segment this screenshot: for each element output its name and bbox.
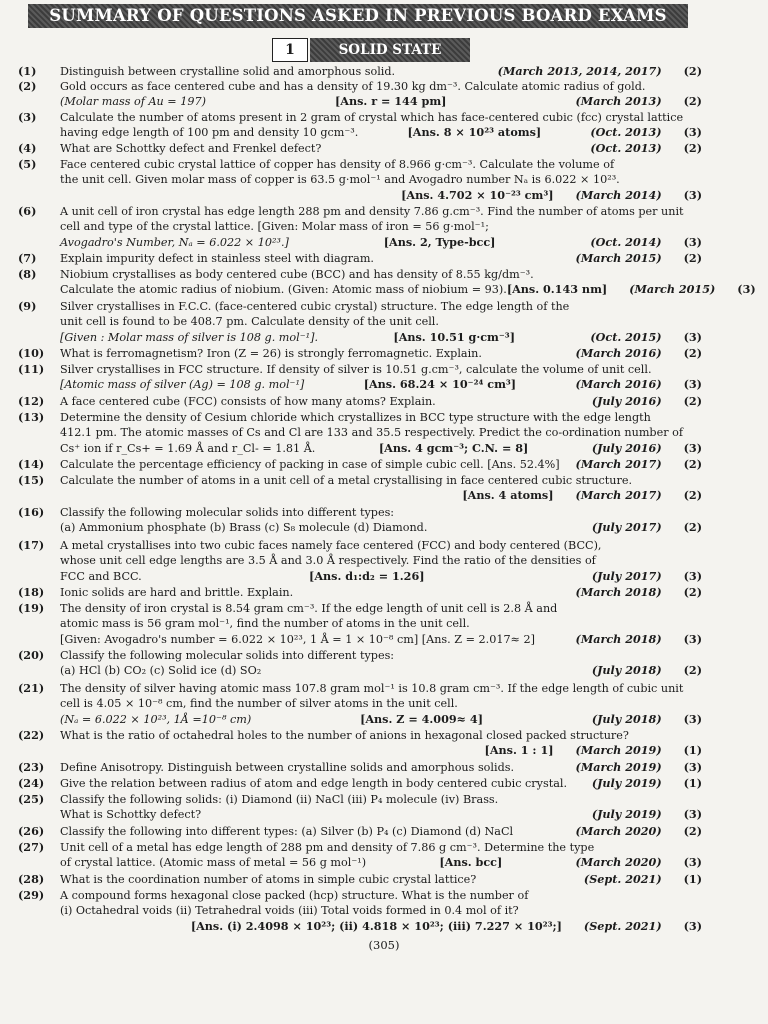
question-number: (10) [18,346,45,360]
question-number: (14) [18,457,45,471]
question-text: What is Schottky defect? [60,808,202,822]
answer: [Ans. 68.24 × 10⁻²⁴ cm³] [363,377,517,392]
answer: [Ans. 4.702 × 10⁻²³ cm³] [401,187,554,202]
exam-reference: (March 2019) [575,760,662,774]
marks: (1) [683,743,702,758]
question-text: The density of iron crystal is 8.54 gram cm⁻³. If the edge length of unit cell is 2.8 Å and [60,602,558,615]
exam-reference: (July 2018) [591,711,662,726]
answer: [Ans. 4 gcm⁻³; C.N. = 8] [378,440,529,455]
exam-reference: (Sept. 2021) [583,872,662,886]
question-text: Unit cell of a metal has edge length of 288 pm and density of 7.86 g cm⁻³. Determine the type [60,841,595,854]
marks: (3) [683,377,702,392]
question-20 [18,648,702,679]
question-text: Ionic solids are hard and brittle. Explain. [60,586,294,599]
question-text: The density of silver having atomic mass 107.8 gram mol⁻¹ is 10.8 gram cm⁻³. If the edge length of cubic unit [60,682,684,695]
answer: [Ans. (i) 2.4098 × 10²³; (ii) 4.818 × 10²³; (iii) 7.227 × 10²³;] [190,918,562,933]
question-text: Classify the following solids: (i) Diamond (ii) NaCl (iii) P₄ molecule (iv) Brass. [60,793,499,806]
question-number: (4) [18,141,37,155]
marks: (2) [683,141,702,155]
question-18 [18,585,702,600]
question-number: (23) [18,760,45,774]
question-number: (21) [18,681,45,695]
question-text: Distinguish between crystalline solid and amorphous solid. [60,65,396,78]
marks: (2) [683,94,702,109]
marks: (3) [737,282,756,297]
marks: (2) [683,394,702,408]
exam-reference: (March 2016) [575,377,662,392]
question-text: Avogadro's Number, Nₐ = 6.022 × 10²³.] [60,235,289,249]
question-11 [18,362,702,393]
marks: (3) [683,440,702,455]
question-7 [18,251,702,266]
question-text: Gold occurs as face centered cube and has a density of 19.30 kg dm⁻³. Calculate atomic radius of gold. [60,80,646,93]
question-text: Cs⁺ ion if r_Cs+ = 1.69 Å and r_Cl- = 1.81 Å. [60,441,316,455]
exam-reference: (July 2016) [591,394,662,408]
question-text: A metal crystallises into two cubic faces namely face centered (FCC) and body centered (BCC), [60,539,602,552]
marks: (2) [683,663,702,678]
question-14 [18,457,702,472]
question-text: of crystal lattice. (Atomic mass of metal = 56 g mol⁻¹) [60,856,367,870]
question-text: Give the relation between radius of atom and edge length in body centered cubic crystal. [60,777,568,790]
question-number: (11) [18,362,45,376]
exam-reference: (July 2019) [591,776,662,790]
question-number: (17) [18,538,45,552]
question-text: Face centered cubic crystal lattice of copper has density of 8.966 g·cm⁻³. Calculate the volume of [60,158,615,171]
question-text: (a) Ammonium phosphate (b) Brass (c) S₈ molecule (d) Diamond. [60,521,428,535]
question-text: Niobium crystallises as body centered cube (BCC) and has density of 8.55 kg/dm⁻³. [60,268,534,281]
question-27 [18,840,702,871]
question-number: (6) [18,204,37,218]
question-8 [18,267,756,298]
exam-reference: (March 2017) [575,457,662,471]
exam-reference: (March 2013) [575,94,662,109]
question-text: Silver crystallises in FCC structure. If density of silver is 10.51 g.cm⁻³, calculate the volume of unit cell. [60,363,652,376]
question-number: (12) [18,394,45,408]
exam-reference: (March 2015) [629,282,716,297]
question-number: (19) [18,601,45,615]
page-number: (305) [368,938,400,952]
question-number: (13) [18,410,45,424]
question-text: A unit cell of iron crystal has edge length 288 pm and density 7.86 g.cm⁻³. Find the number of atoms per unit [60,205,684,218]
question-4 [18,141,702,156]
question-number: (27) [18,840,45,854]
question-text: Explain impurity defect in stainless steel with diagram. [60,252,374,265]
question-text: Calculate the number of atoms in a unit cell of a metal crystallising in face centered cubic structure. [60,474,633,487]
chapter-heading [272,38,470,62]
question-text: What is the ratio of octahedral holes to the number of anions in hexagonal closed packed structure? [60,729,629,742]
page-header-banner: SUMMARY OF QUESTIONS ASKED IN PREVIOUS BOARD EXAMS [28,4,688,28]
exam-reference: (March 2019) [575,743,662,758]
question-text: cell and type of the crystal lattice. [Given: Molar mass of iron = 56 g·mol⁻¹; [60,220,489,234]
question-2 [18,79,702,110]
question-number: (18) [18,585,45,599]
exam-reference: (March 2013, 2014, 2017) [497,64,662,78]
answer: [Ans. d₁:d₂ = 1.26] [309,568,425,583]
marks: (3) [683,711,702,726]
marks: (3) [683,631,702,646]
question-text: Silver crystallises in F.C.C. (face-centered cubic crystal) structure. The edge length of the [60,300,570,313]
marks: (3) [683,568,702,583]
question-12 [18,394,702,409]
question-21 [18,681,702,727]
question-19 [18,601,702,647]
chapter-title: SOLID STATE [310,38,470,62]
question-text: [Given: Avogadro's number = 6.022 × 10²³, 1 Å = 1 × 10⁻⁸ cm] [Ans. Z = 2.017≈ 2] [60,632,535,646]
question-text: the unit cell. Given molar mass of copper is 63.5 g·mol⁻¹ and Avogadro number Nₐ is 6.022 × 10²³. [60,173,620,187]
question-text: (Molar mass of Au = 197) [60,95,206,109]
question-28 [18,872,702,887]
question-number: (2) [18,79,37,93]
question-15 [18,473,702,504]
question-6 [18,204,702,250]
question-text: cell is 4.05 × 10⁻⁸ cm, find the number of silver atoms in the unit cell. [60,697,458,711]
answer: [Ans. 1 : 1] [484,743,554,758]
question-17 [18,538,702,584]
question-text: Calculate the percentage efficiency of packing in case of simple cubic cell. [Ans. 52.4%] [60,458,560,471]
answer: [Ans. 4 atoms] [462,488,554,503]
question-number: (3) [18,110,37,124]
question-13 [18,410,702,456]
question-9 [18,299,702,345]
question-number: (8) [18,267,37,281]
exam-reference: (July 2017) [591,568,662,583]
question-text: A face centered cube (FCC) consists of how many atoms? Explain. [60,395,436,408]
question-5 [18,157,702,203]
question-number: (25) [18,792,45,806]
question-number: (15) [18,473,45,487]
question-29 [18,888,702,934]
marks: (3) [683,918,702,933]
exam-reference: (March 2014) [575,187,662,202]
exam-reference: (March 2020) [575,855,662,870]
marks: (2) [683,64,702,78]
marks: (2) [683,824,702,838]
question-text: What are Schottky defect and Frenkel defect? [60,142,322,155]
answer: [Ans. 2, Type-bcc] [383,234,496,249]
marks: (3) [683,187,702,202]
exam-reference: (March 2017) [575,488,662,503]
question-1 [18,64,702,79]
question-10 [18,346,702,361]
answer: [Ans. 8 × 10²³ atoms] [407,125,542,140]
marks: (2) [683,520,702,535]
exam-reference: (March 2018) [575,631,662,646]
marks: (2) [683,346,702,360]
marks: (3) [683,855,702,870]
question-number: (24) [18,776,45,790]
exam-reference: (March 2020) [575,824,662,838]
exam-reference: (Oct. 2013) [590,125,662,140]
marks: (3) [683,807,702,822]
question-25 [18,792,702,823]
question-text: Determine the density of Cesium chloride which crystallizes in BCC type structure with the edge length [60,411,651,424]
exam-reference: (Oct. 2013) [590,141,662,155]
exam-reference: (Sept. 2021) [583,918,662,933]
question-22 [18,728,702,759]
exam-reference: (Oct. 2015) [590,329,662,344]
question-text: [Given : Molar mass of silver is 108 g. mol⁻¹]. [60,330,319,344]
question-text: (a) HCl (b) CO₂ (c) Solid ice (d) SO₂ [60,664,262,678]
question-text: What is ferromagnetism? Iron (Z = 26) is strongly ferromagnetic. Explain. [60,347,482,360]
question-text: What is the coordination number of atoms in simple cubic crystal lattice? [60,873,477,886]
question-number: (28) [18,872,45,886]
question-number: (1) [18,64,37,78]
marks: (3) [683,234,702,249]
question-number: (5) [18,157,37,171]
question-16 [18,505,702,536]
exam-reference: (July 2019) [591,807,662,822]
question-number: (9) [18,299,37,313]
chapter-number: 1 [272,38,308,62]
question-text: (Nₐ = 6.022 × 10²³, 1Å =10⁻⁸ cm) [60,712,252,726]
marks: (1) [683,872,702,886]
answer: [Ans. 10.51 g·cm⁻³] [393,329,515,344]
question-text: (i) Octahedral voids (ii) Tetrahedral voids (iii) Total voids formed in 0.4 mol of it? [60,904,519,918]
question-text: A compound forms hexagonal close packed (hcp) structure. What is the number of [60,889,529,902]
marks: (3) [683,760,702,774]
question-text: atomic mass is 56 gram mol⁻¹, find the number of atoms in the unit cell. [60,617,470,631]
marks: (3) [683,329,702,344]
exam-reference: (July 2018) [591,663,662,678]
marks: (2) [683,585,702,599]
marks: (3) [683,125,702,140]
exam-reference: (March 2016) [575,346,662,360]
question-text: Classify the following molecular solids into different types: [60,506,395,519]
question-number: (26) [18,824,45,838]
answer: [Ans. bcc] [439,855,503,870]
question-text: Classify the following molecular solids into different types: [60,649,395,662]
question-number: (29) [18,888,45,902]
question-text: Define Anisotropy. Distinguish between crystalline solids and amorphous solids. [60,761,515,774]
marks: (1) [683,776,702,790]
answer: [Ans. 0.143 nm] [506,282,608,297]
question-text: Calculate the number of atoms present in 2 gram of crystal which has face-centered cubic (fcc) crystal lattice [60,111,684,124]
answer: [Ans. r = 144 pm] [335,94,447,109]
question-23 [18,760,702,775]
exam-reference: (March 2015) [575,251,662,265]
question-text: [Atomic mass of silver (Ag) = 108 g. mol⁻¹] [60,378,305,392]
question-text: unit cell is found to be 408.7 pm. Calculate density of the unit cell. [60,315,439,329]
marks: (2) [683,457,702,471]
exam-reference: (July 2016) [591,440,662,455]
question-text: whose unit cell edge lengths are 3.5 Å and 3.0 Å respectively. Find the ratio of the densities of [60,554,596,568]
question-number: (16) [18,505,45,519]
question-text: 412.1 pm. The atomic masses of Cs and Cl are 133 and 35.5 respectively. Predict the co-ordination number of [60,426,683,440]
exam-reference: (March 2018) [575,585,662,599]
question-number: (22) [18,728,45,742]
exam-reference: (Oct. 2014) [590,234,662,249]
question-24 [18,776,702,791]
exam-reference: (July 2017) [591,520,662,535]
question-26 [18,824,702,839]
answer: [Ans. Z = 4.009≈ 4] [360,711,483,726]
question-text: FCC and BCC. [60,569,142,583]
question-text: Calculate the atomic radius of niobium. (Given: Atomic mass of niobium = 93). [60,283,507,297]
question-text: having edge length of 100 pm and density 10 gcm⁻³. [60,126,359,140]
question-number: (20) [18,648,45,662]
question-3 [18,110,702,141]
marks: (2) [683,251,702,265]
question-number: (7) [18,251,37,265]
question-text: Classify the following into different types: (a) Silver (b) P₄ (c) Diamond (d) NaCl [60,825,514,838]
marks: (2) [683,488,702,503]
